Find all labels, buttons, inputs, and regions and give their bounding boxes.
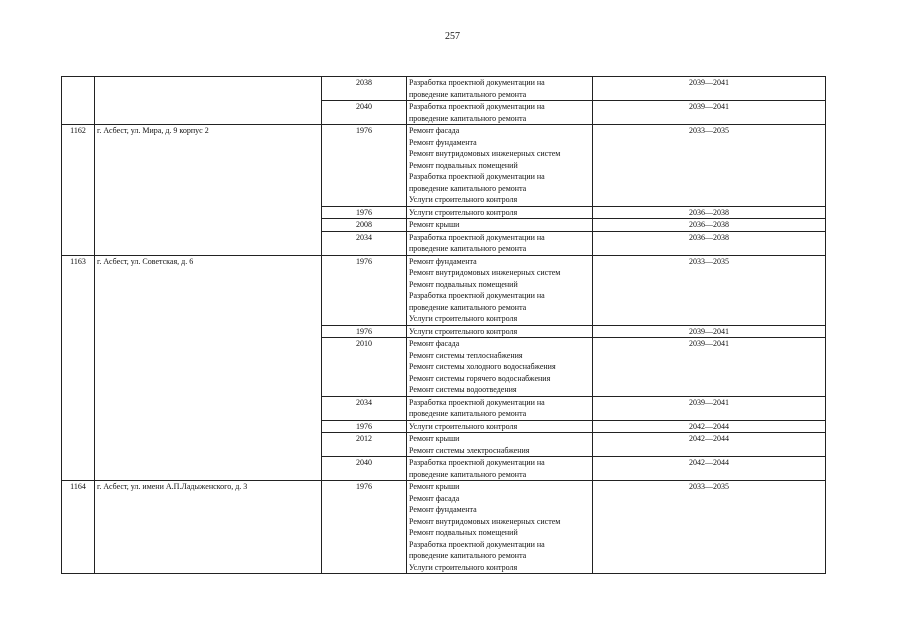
building-number-cell — [62, 77, 95, 125]
work-item: проведение капитального ремонта — [409, 89, 527, 99]
work-item: Разработка проектной документации на — [409, 539, 545, 549]
year-cell: 2010 — [322, 338, 407, 397]
year-cell: 1976 — [322, 420, 407, 433]
work-list-cell — [407, 433, 593, 457]
work-item: Разработка проектной документации на — [409, 102, 545, 111]
work-list-cell — [407, 481, 593, 574]
work-list-cell — [407, 77, 593, 101]
period-cell: 2039—2041 — [593, 101, 826, 125]
work-list-cell — [407, 255, 593, 325]
year-cell: 1976 — [322, 325, 407, 338]
work-item: Ремонт системы теплоснабжения — [409, 350, 523, 360]
work-list-cell — [407, 457, 593, 481]
work-item: Ремонт подвальных помещений — [409, 279, 518, 289]
period-cell: 2036—2038 — [593, 231, 826, 255]
building-number-cell: 1163 — [62, 255, 95, 481]
capital-repair-table — [61, 76, 826, 574]
period-cell: 2042—2044 — [593, 457, 826, 481]
work-item: Ремонт подвальных помещений — [409, 160, 518, 170]
work-item: проведение капитального ремонта — [409, 113, 527, 123]
work-item: Ремонт системы электроснабжения — [409, 445, 530, 455]
year-cell: 2040 — [322, 457, 407, 481]
work-item: Ремонт крыши — [409, 220, 460, 229]
period-cell: 2033—2035 — [593, 125, 826, 207]
work-item: Услуги строительного контроля — [409, 195, 518, 204]
work-list-cell — [407, 219, 593, 232]
table-row — [62, 125, 826, 207]
work-item: Разработка проектной документации на — [409, 232, 545, 242]
work-item: Услуги строительного контроля — [409, 314, 518, 323]
building-number-cell: 1164 — [62, 481, 95, 574]
work-item: Разработка проектной документации на — [409, 458, 545, 467]
work-item: Разработка проектной документации на — [409, 172, 545, 181]
work-item: Услуги строительного контроля — [409, 326, 518, 336]
work-item: Услуги строительного контроля — [409, 562, 518, 572]
work-item: Ремонт внутридомовых инженерных систем — [409, 516, 561, 526]
year-cell: 2034 — [322, 231, 407, 255]
work-item: Ремонт фундамента — [409, 137, 477, 147]
work-list-cell — [407, 420, 593, 433]
period-cell: 2033—2035 — [593, 481, 826, 574]
work-item: проведение капитального ремонта — [409, 551, 527, 560]
year-cell: 2008 — [322, 219, 407, 232]
work-item: Услуги строительного контроля — [409, 207, 518, 217]
work-list-cell — [407, 101, 593, 125]
table-row — [62, 255, 826, 325]
work-item: Разработка проектной документации на — [409, 397, 545, 407]
work-item: Разработка проектной документации на — [409, 78, 545, 87]
work-item: Ремонт крыши — [409, 482, 460, 491]
table-row — [62, 481, 826, 574]
year-cell: 1976 — [322, 206, 407, 219]
work-item: проведение капитального ремонта — [409, 409, 527, 418]
year-cell: 2034 — [322, 396, 407, 420]
period-cell: 2042—2044 — [593, 433, 826, 457]
page-number: 257 — [445, 31, 460, 42]
work-list-cell — [407, 396, 593, 420]
work-item: Ремонт системы водоотведения — [409, 385, 517, 394]
work-item: проведение капитального ремонта — [409, 244, 527, 253]
work-list-cell — [407, 325, 593, 338]
work-item: Ремонт крыши — [409, 434, 460, 443]
table-body — [62, 77, 826, 574]
period-cell: 2039—2041 — [593, 77, 826, 101]
work-list-cell — [407, 231, 593, 255]
work-item: Услуги строительного контроля — [409, 421, 518, 431]
period-cell: 2033—2035 — [593, 255, 826, 325]
year-cell: 2038 — [322, 77, 407, 101]
building-address-cell — [95, 77, 322, 125]
work-item: Ремонт системы холодного водоснабжения — [409, 362, 556, 371]
year-cell: 1976 — [322, 255, 407, 325]
year-cell: 2040 — [322, 101, 407, 125]
work-item: Ремонт фундамента — [409, 505, 477, 514]
period-cell: 2039—2041 — [593, 325, 826, 338]
period-cell: 2036—2038 — [593, 219, 826, 232]
building-address-cell: г. Асбест, ул. Советская, д. 6 — [95, 255, 322, 481]
building-number-cell: 1162 — [62, 125, 95, 256]
work-list-cell — [407, 338, 593, 397]
work-list-cell — [407, 206, 593, 219]
work-item: проведение капитального ремонта — [409, 183, 527, 193]
period-cell: 2036—2038 — [593, 206, 826, 219]
work-item: Ремонт фасада — [409, 493, 460, 503]
work-item: Ремонт внутридомовых инженерных систем — [409, 149, 561, 158]
work-item: Ремонт фундамента — [409, 256, 477, 266]
work-item: проведение капитального ремонта — [409, 469, 527, 479]
year-cell: 1976 — [322, 481, 407, 574]
period-cell: 2039—2041 — [593, 396, 826, 420]
work-item: Ремонт фасада — [409, 126, 460, 135]
work-item: Ремонт внутридомовых инженерных систем — [409, 268, 561, 277]
year-cell: 1976 — [322, 125, 407, 207]
work-list-cell — [407, 125, 593, 207]
table-row — [62, 77, 826, 101]
building-address-cell: г. Асбест, ул. Мира, д. 9 корпус 2 — [95, 125, 322, 256]
building-address-cell: г. Асбест, ул. имени А.П.Ладыженского, д. 3 — [95, 481, 322, 574]
work-item: Разработка проектной документации на — [409, 291, 545, 300]
year-cell: 2012 — [322, 433, 407, 457]
work-item: Ремонт системы горячего водоснабжения — [409, 373, 551, 383]
work-item: Ремонт подвальных помещений — [409, 528, 518, 537]
period-cell: 2042—2044 — [593, 420, 826, 433]
work-item: проведение капитального ремонта — [409, 302, 527, 312]
work-item: Ремонт фасада — [409, 339, 460, 348]
period-cell: 2039—2041 — [593, 338, 826, 397]
